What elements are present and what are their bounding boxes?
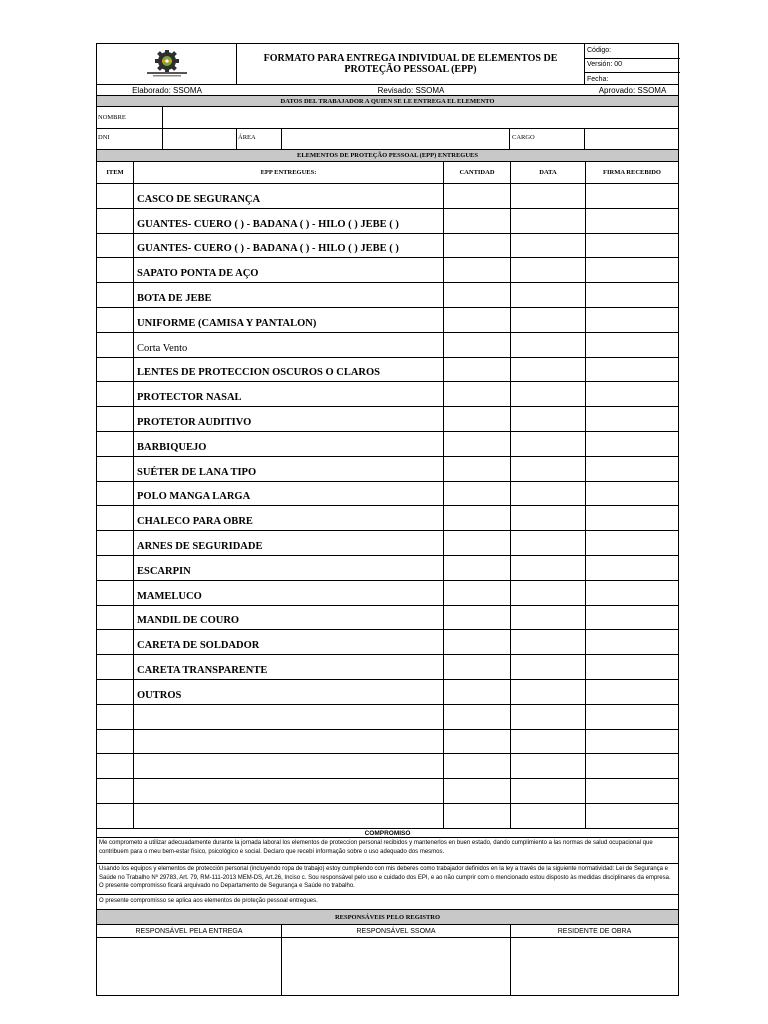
epp-description-cell: [134, 258, 444, 282]
table-row: [97, 382, 678, 407]
compromiso-title: COMPROMISO: [97, 829, 678, 838]
nombre-field[interactable]: [163, 107, 678, 128]
cantidad-cell[interactable]: [444, 457, 511, 481]
epp-item-label: CARETA DE SOLDADOR: [137, 640, 260, 652]
dni-label: DNI: [98, 134, 110, 141]
data-cell[interactable]: [511, 407, 586, 431]
firma-cell[interactable]: [586, 705, 680, 729]
item-number-cell[interactable]: [97, 730, 134, 754]
item-number-cell[interactable]: [97, 283, 134, 307]
epp-description-cell: [134, 407, 444, 431]
table-row: [97, 606, 678, 631]
item-number-cell[interactable]: [97, 804, 134, 828]
firma-cell[interactable]: [586, 333, 680, 357]
firma-cell[interactable]: [586, 581, 680, 605]
epp-description-cell: [134, 606, 444, 630]
item-number-cell[interactable]: [97, 482, 134, 506]
data-cell[interactable]: [511, 184, 586, 208]
firma-cell[interactable]: [586, 234, 680, 258]
epp-item-label: SAPATO PONTA DE AÇO: [137, 268, 259, 280]
item-number-cell[interactable]: [97, 680, 134, 704]
epp-item-label: CARETA TRANSPARENTE: [137, 664, 268, 676]
item-number-cell[interactable]: [97, 606, 134, 630]
table-row: [97, 258, 678, 283]
form-title: FORMATO PARA ENTREGA INDIVIDUAL DE ELEMENTOS DE PROTEÇÃO PESSOAL (EPP): [237, 44, 585, 84]
cantidad-cell[interactable]: [444, 283, 511, 307]
signature-residente-obra[interactable]: [511, 938, 678, 995]
table-row: [97, 581, 678, 606]
data-cell[interactable]: [511, 804, 586, 828]
item-number-cell[interactable]: [97, 308, 134, 332]
firma-cell[interactable]: [586, 382, 680, 406]
epp-description-cell: [134, 804, 444, 828]
epp-description-cell: [134, 283, 444, 307]
item-number-cell[interactable]: [97, 630, 134, 654]
epp-item-label: MAMELUCO: [137, 590, 202, 602]
data-cell[interactable]: [511, 779, 586, 803]
cantidad-cell[interactable]: [444, 234, 511, 258]
firma-cell[interactable]: [586, 283, 680, 307]
table-row: [97, 556, 678, 581]
col-firma-recebido: FIRMA RECEBIDO: [603, 169, 661, 176]
item-number-cell[interactable]: [97, 779, 134, 803]
data-cell[interactable]: [511, 358, 586, 382]
area-field[interactable]: [282, 129, 510, 149]
epp-description-cell: [134, 556, 444, 580]
epp-description-cell: [134, 209, 444, 233]
epp-description-cell: [134, 531, 444, 555]
epp-description-cell: [134, 382, 444, 406]
item-number-cell[interactable]: [97, 432, 134, 456]
cantidad-cell[interactable]: [444, 506, 511, 530]
firma-cell[interactable]: [586, 184, 680, 208]
doc-control-box: [585, 44, 680, 84]
item-number-cell[interactable]: [97, 531, 134, 555]
firma-cell[interactable]: [586, 358, 680, 382]
dni-field[interactable]: [163, 129, 237, 149]
table-row: [97, 754, 678, 779]
epp-item-label: GUANTES- CUERO ( ) - BADANA ( ) - HILO ( ) JEBE ( ): [137, 218, 399, 230]
data-cell[interactable]: [511, 209, 586, 233]
approval-row: [97, 85, 678, 96]
epp-item-label: PROTETOR AUDITIVO: [137, 416, 252, 428]
responsaveis-column-headers: [97, 925, 678, 938]
col-item: ITEM: [97, 162, 134, 183]
data-cell[interactable]: [511, 630, 586, 654]
firma-cell[interactable]: [586, 606, 680, 630]
dni-area-cargo-row: [97, 129, 678, 150]
item-number-cell[interactable]: [97, 506, 134, 530]
cantidad-cell[interactable]: [444, 333, 511, 357]
epp-item-label: MANDIL DE COURO: [137, 615, 240, 627]
dni-label-cell: [97, 129, 163, 149]
firma-cell[interactable]: [586, 779, 680, 803]
data-cell[interactable]: [511, 506, 586, 530]
col-residente-obra: RESIDENTE DE OBRA: [557, 927, 632, 935]
cargo-label: CARGO: [512, 134, 535, 141]
aprovado-label: Aprovado: SSOMA: [598, 85, 667, 95]
epp-description-cell: [134, 680, 444, 704]
codigo-label: Código:: [585, 44, 680, 59]
firma-cell[interactable]: [586, 457, 680, 481]
epp-item-label: LENTES DE PROTECCION OSCUROS O CLAROS: [137, 367, 381, 379]
cantidad-cell[interactable]: [444, 258, 511, 282]
cantidad-cell[interactable]: [444, 630, 511, 654]
epp-item-label: GUANTES- CUERO ( ) - BADANA ( ) - HILO ( ) JEBE ( ): [137, 243, 399, 255]
cantidad-cell[interactable]: [444, 308, 511, 332]
epp-item-label: CHALECO PARA OBRE: [137, 516, 253, 528]
firma-cell[interactable]: [586, 506, 680, 530]
firma-cell[interactable]: [586, 308, 680, 332]
compromiso-paragraph-3: O presente compromisso se aplica aos elementos de proteção pessoal entregues.: [97, 895, 678, 910]
firma-cell[interactable]: [586, 258, 680, 282]
firma-cell[interactable]: [586, 655, 680, 679]
table-row: [97, 655, 678, 680]
company-logo: [97, 44, 237, 84]
item-number-cell[interactable]: [97, 184, 134, 208]
firma-cell[interactable]: [586, 630, 680, 654]
table-row: [97, 184, 678, 209]
epp-item-label: ARNES DE SEGURIDADE: [137, 540, 263, 552]
epp-item-label: CASCO DE SEGURANÇA: [137, 193, 261, 205]
table-row: [97, 283, 678, 308]
epp-item-label: OUTROS: [137, 689, 182, 701]
compromiso-paragraph-2: Usando los equipos y elementos de protección personal (incluyendo ropa de trabajo) estoy cumpliendo con mis deberes como trabajador definidos en la ley a través de la siguiente normatividad: Lei de Segurança e Saúde no Trabalho Nº 29783, Art. 79, RM-111-2013 MEM-DS, Art.26, Inciso c. Sou responsável pelo uso e cuidado dos EPI, e ao não cumprir com o mencionado estou disposto às medidas disciplinares da empresa. O presente compromisso ficará arquivado no Departamento de Segurança e Saúde no trabalho.: [97, 864, 678, 895]
table-row: [97, 705, 678, 730]
table-row: [97, 308, 678, 333]
table-row: [97, 506, 678, 531]
item-number-cell[interactable]: [97, 234, 134, 258]
epp-item-label: POLO MANGA LARGA: [137, 491, 251, 503]
compromiso-paragraph-1: Me comprometo a utilizar adecuadamente durante la jornada laboral los elementos de proteccion personal recibidos y mantenerlos en buen estado, dando cumplimiento a las normas de salud ocupacional que contribuem para o meu bem-estar físico, psicológico e social. Declaro que recebí informação sobre o uso adequado dos mesmos.: [97, 838, 678, 864]
item-number-cell[interactable]: [97, 382, 134, 406]
data-cell[interactable]: [511, 531, 586, 555]
cantidad-cell[interactable]: [444, 680, 511, 704]
table-row: [97, 234, 678, 259]
item-number-cell[interactable]: [97, 556, 134, 580]
signature-responsavel-entrega[interactable]: [97, 938, 282, 995]
data-cell[interactable]: [511, 432, 586, 456]
epp-description-cell: [134, 184, 444, 208]
epp-description-cell: [134, 358, 444, 382]
table-row: [97, 432, 678, 457]
item-number-cell[interactable]: [97, 655, 134, 679]
col-epp-entregues: EPP ENTREGUES:: [134, 162, 444, 183]
col-cantidad: CANTIDAD: [444, 162, 511, 183]
cantidad-cell[interactable]: [444, 581, 511, 605]
item-number-cell[interactable]: [97, 209, 134, 233]
area-label: ÁREA: [238, 134, 256, 141]
epp-description-cell: [134, 630, 444, 654]
table-row: [97, 407, 678, 432]
item-number-cell[interactable]: [97, 581, 134, 605]
item-number-cell[interactable]: [97, 457, 134, 481]
firma-cell[interactable]: [586, 531, 680, 555]
table-row: [97, 482, 678, 507]
cantidad-cell[interactable]: [444, 184, 511, 208]
cantidad-cell[interactable]: [444, 705, 511, 729]
epp-item-label: PROTECTOR NASAL: [137, 392, 242, 404]
data-cell[interactable]: [511, 730, 586, 754]
item-number-cell[interactable]: [97, 407, 134, 431]
epp-description-cell: [134, 333, 444, 357]
cantidad-cell[interactable]: [444, 754, 511, 778]
fecha-label: Fecha:: [587, 76, 609, 83]
revisado-label: Revisado: SSOMA: [377, 85, 445, 95]
epp-item-label: SUÉTER DE LANA TIPO: [137, 466, 257, 478]
data-cell[interactable]: [511, 655, 586, 679]
data-cell[interactable]: [511, 234, 586, 258]
responsaveis-signature-row: [97, 938, 678, 995]
epp-item-label: ESCARPIN: [137, 565, 191, 577]
firma-cell[interactable]: [586, 556, 680, 580]
data-cell[interactable]: [511, 581, 586, 605]
data-cell[interactable]: [511, 754, 586, 778]
epp-description-cell: [134, 730, 444, 754]
table-row: [97, 358, 678, 383]
signature-responsavel-ssoma[interactable]: [282, 938, 511, 995]
cantidad-cell[interactable]: [444, 779, 511, 803]
cantidad-cell[interactable]: [444, 804, 511, 828]
col-responsavel-entrega: RESPONSÁVEL PELA ENTREGA: [97, 925, 282, 937]
cantidad-cell[interactable]: [444, 606, 511, 630]
cantidad-cell[interactable]: [444, 730, 511, 754]
cantidad-cell[interactable]: [444, 655, 511, 679]
cantidad-cell[interactable]: [444, 358, 511, 382]
epp-description-cell: [134, 308, 444, 332]
firma-cell[interactable]: [586, 432, 680, 456]
epp-description-cell: [134, 581, 444, 605]
cantidad-cell[interactable]: [444, 407, 511, 431]
data-cell[interactable]: [511, 705, 586, 729]
epp-description-cell: [134, 705, 444, 729]
item-number-cell[interactable]: [97, 754, 134, 778]
cantidad-cell[interactable]: [444, 382, 511, 406]
col-data: DATA: [511, 162, 586, 183]
data-cell[interactable]: [511, 457, 586, 481]
firma-cell[interactable]: [586, 209, 680, 233]
item-number-cell[interactable]: [97, 333, 134, 357]
data-cell[interactable]: [511, 283, 586, 307]
firma-cell[interactable]: [586, 407, 680, 431]
epp-form: [96, 43, 679, 996]
table-row: [97, 209, 678, 234]
data-cell[interactable]: [511, 333, 586, 357]
elaborado-label: Elaborado: SSOMA: [132, 85, 202, 95]
epp-section-title: ELEMENTOS DE PROTEÇÃO PESSOAL (EPP) ENTREGUES: [97, 150, 678, 162]
table-row: [97, 457, 678, 482]
epp-item-label: UNIFORME (CAMISA Y PANTALON): [137, 317, 317, 329]
col-responsavel-ssoma: RESPONSÁVEL SSOMA: [282, 925, 511, 937]
epp-description-cell: [134, 234, 444, 258]
gear-logo-icon: [141, 50, 193, 78]
firma-cell[interactable]: [586, 680, 680, 704]
epp-description-cell: [134, 457, 444, 481]
data-cell[interactable]: [511, 556, 586, 580]
epp-description-cell: [134, 754, 444, 778]
epp-description-cell: [134, 482, 444, 506]
data-cell[interactable]: [511, 308, 586, 332]
epp-description-cell: [134, 432, 444, 456]
item-number-cell[interactable]: [97, 705, 134, 729]
table-row: [97, 630, 678, 655]
item-number-cell[interactable]: [97, 358, 134, 382]
cargo-field[interactable]: [585, 129, 678, 149]
table-row: [97, 680, 678, 705]
table-row: [97, 333, 678, 358]
epp-description-cell: [134, 506, 444, 530]
data-cell[interactable]: [511, 258, 586, 282]
area-label-cell: [237, 129, 282, 149]
cargo-label-cell: [510, 129, 585, 149]
epp-description-cell: [134, 655, 444, 679]
firma-cell[interactable]: [586, 730, 680, 754]
epp-item-label: BOTA DE JEBE: [137, 292, 212, 304]
epp-item-label: Corta Vento: [137, 342, 188, 354]
nombre-label-cell: [97, 107, 163, 128]
epp-column-headers: [97, 162, 678, 184]
cantidad-cell[interactable]: [444, 531, 511, 555]
firma-cell[interactable]: [586, 754, 680, 778]
cantidad-cell[interactable]: [444, 432, 511, 456]
firma-cell[interactable]: [586, 804, 680, 828]
item-number-cell[interactable]: [97, 258, 134, 282]
epp-description-cell: [134, 779, 444, 803]
data-cell[interactable]: [511, 382, 586, 406]
epp-item-label: BARBIQUEJO: [137, 441, 207, 453]
table-row: [97, 531, 678, 556]
form-header: [97, 44, 678, 85]
table-row: [97, 804, 678, 829]
data-cell[interactable]: [511, 680, 586, 704]
data-cell[interactable]: [511, 482, 586, 506]
firma-cell[interactable]: [586, 482, 680, 506]
table-row: [97, 730, 678, 755]
cantidad-cell[interactable]: [444, 209, 511, 233]
data-cell[interactable]: [511, 606, 586, 630]
version-label: Versión: 00: [585, 59, 680, 73]
cantidad-cell[interactable]: [444, 482, 511, 506]
nombre-label: NOMBRE: [98, 114, 126, 121]
worker-section-title: DATOS DEL TRABAJADOR A QUIEN SE LE ENTREGA EL ELEMENTO: [97, 96, 678, 107]
cantidad-cell[interactable]: [444, 556, 511, 580]
responsaveis-title: RESPONSÁVEIS PELO REGISTRO: [97, 910, 678, 925]
nombre-row: [97, 107, 678, 129]
table-row: [97, 779, 678, 804]
